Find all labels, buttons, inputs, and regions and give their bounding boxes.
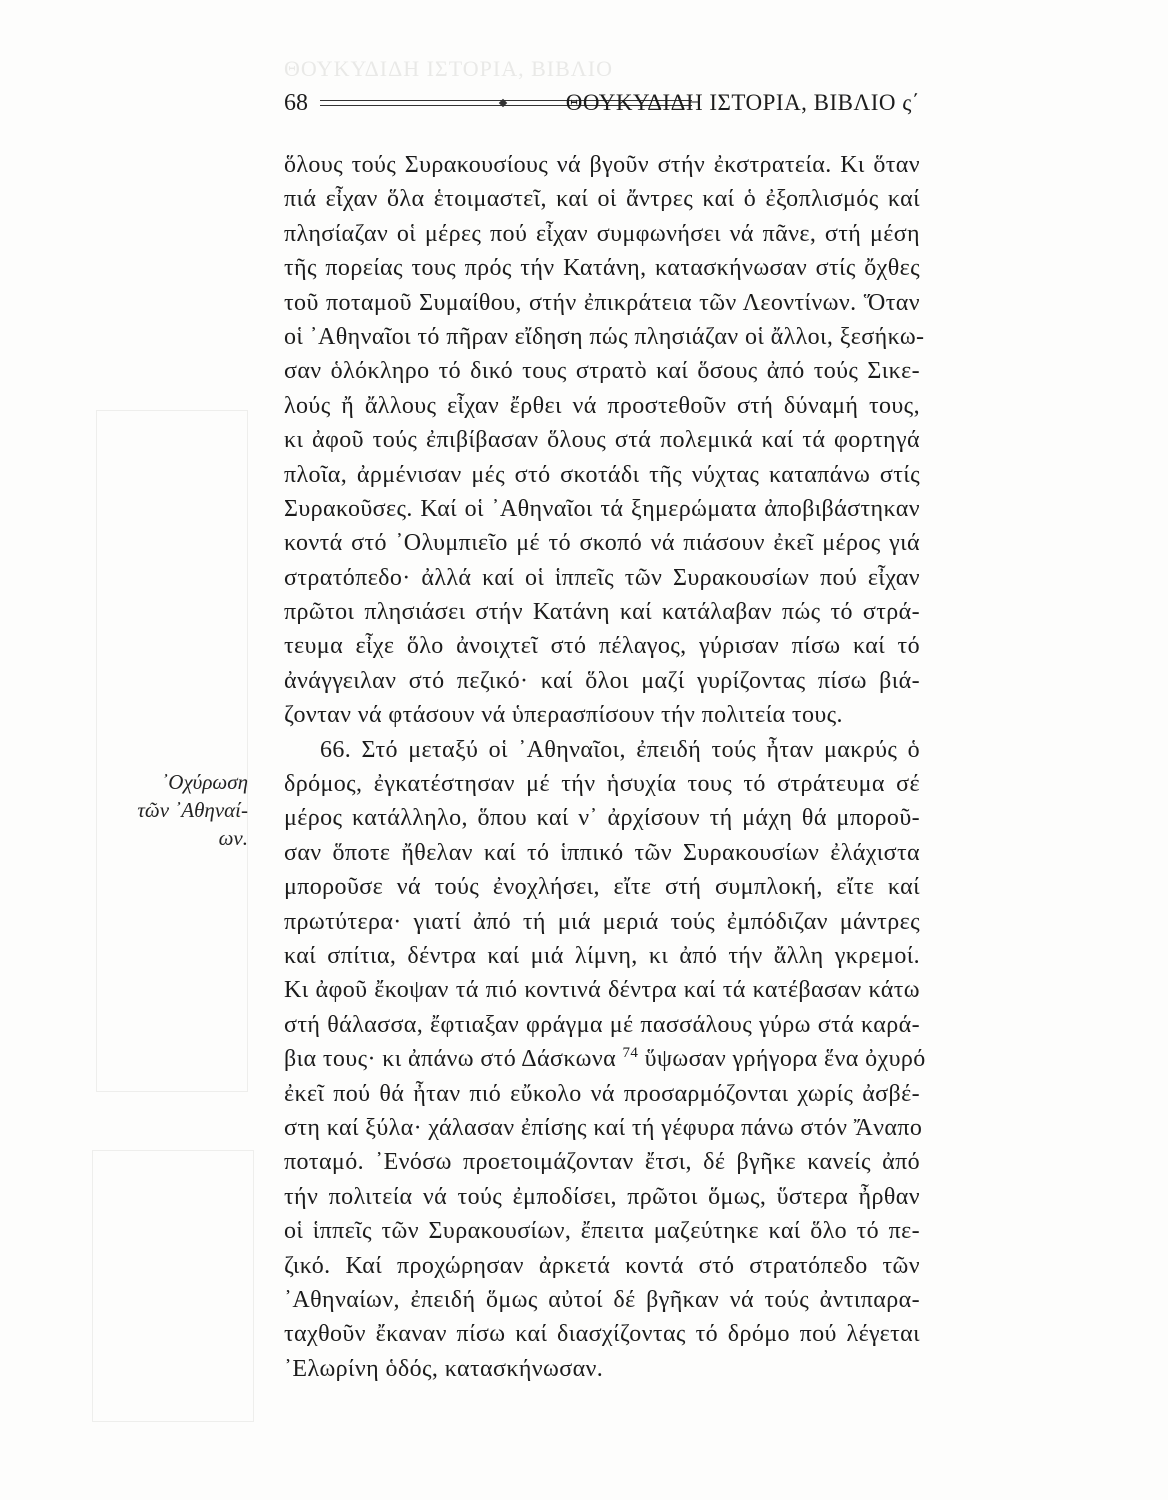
- text-line: πλησίαζαν οἱ μέρες πού εἶχαν συμφωνήσει νά πᾶνε, στή μέση: [284, 220, 920, 247]
- text-fragment: βια τους· κι ἀπάνω στό Δάσκωνα: [284, 1046, 617, 1073]
- text-line: ταχθοῦν ἔκαναν πίσω καί διασχίζοντας τό δρόμο πού λέγεται: [284, 1321, 920, 1348]
- section-66-start-line: 66. Στό μεταξύ οἱ ᾿Αθηναῖοι, ἐπειδή τούς ἦταν μακρύς ὁ: [320, 736, 920, 763]
- margin-note-line: τῶν ᾿Αθηναί-: [137, 798, 248, 822]
- paragraph-end-line: ζονταν νά φτάσουν νά ὑπερασπίσουν τήν πολιτεία τους.: [284, 702, 843, 729]
- text-line: τευμα εἶχε ὅλο ἀνοιχτεῖ στό πέλαγος, γύρισαν πίσω καί τό: [284, 633, 920, 660]
- text-line: ὅλους τούς Συρακουσίους νά βγοῦν στήν ἐκστρατεία. Κι ὅταν: [284, 152, 920, 178]
- text-line: τήν πολιτεία νά τούς ἐμποδίσει, πρῶτοι ὅμως, ὕστερα ἦρθαν: [284, 1183, 920, 1210]
- text-line: τοῦ ποταμοῦ Συμαίθου, στήν ἐπικράτεια τῶν Λεοντίνων. Ὅταν: [284, 289, 920, 316]
- margin-note: [100, 768, 248, 852]
- text-line: πιά εἶχαν ὅλα ἑτοιμαστεῖ, καί οἱ ἄντρες καί ὁ ἐξοπλισμός καί: [284, 186, 920, 213]
- text-line: δρόμος, ἐγκατέστησαν μέ τήν ἡσυχία τους τό στράτευμα σέ: [284, 771, 920, 798]
- running-title: ΘΟΥΚΥΔΙΔΗ ΙΣΤΟΡΙΑ, ΒΙΒΛΙΟ ς΄: [565, 90, 920, 115]
- bleed-through-text: ΘΟΥΚΥΔΙΔΗ ΙΣΤΟΡΙΑ, ΒΙΒΛΙΟ: [284, 56, 613, 81]
- text-line: οἱ ᾿Αθηναῖοι τό πῆραν εἴδηση πώς πλησιάζαν οἱ ἄλλοι, ξεσήκω-: [284, 323, 925, 350]
- text-line: κι ἀφοῦ τούς ἐπιβίβασαν ὅλους στά πολεμικά καί τά φορτηγά: [284, 427, 920, 454]
- footnote-reference[interactable]: 74: [622, 1045, 639, 1062]
- text-line: πλοῖα, ἀρμένισαν μές στό σκοτάδι τῆς νύχτας καταπάνω στίς: [284, 461, 920, 488]
- bleed-through-illustration: [96, 410, 248, 1092]
- text-line: σαν ὅποτε ἤθελαν καί τό ἱππικό τῶν Συρακουσίων ἐλάχιστα: [284, 839, 920, 866]
- text-line: ᾿Αθηναίων, ἐπειδή ὅμως αὐτοί δέ βγῆκαν νά τούς ἀντιπαρα-: [284, 1286, 920, 1313]
- text-line: τῆς πορείας τους πρός τήν Κατάνη, κατασκήνωσαν στίς ὄχθες: [284, 255, 920, 282]
- margin-note-line: ᾿Οχύρωση: [161, 770, 248, 794]
- text-line: ζικό. Καί προχώρησαν ἀρκετά κοντά στό στρατόπεδο τῶν: [284, 1252, 920, 1279]
- text-line: στή θάλασσα, ἔφτιαξαν φράγμα μέ πασσάλους γύρω στά καρά-: [284, 1011, 920, 1038]
- body-text: [284, 148, 926, 1386]
- text-line: ἐκεῖ πού θά ἦταν πιό εὔκολο νά προσαρμόζονται χωρίς ἀσβέ-: [284, 1080, 920, 1107]
- text-line: στρατόπεδο· ἀλλά καί οἱ ἱππεῖς τῶν Συρακουσίων πού εἶχαν: [284, 564, 920, 591]
- text-line: πρῶτοι πλησιάσει στήν Κατάνη καί κατάλαβαν πώς τό στρά-: [284, 599, 920, 626]
- text-line: σαν ὁλόκληρο τό δικό τους στρατὸ καί ὅσους ἀπό τούς Σικε-: [284, 358, 920, 385]
- text-line: Κι ἀφοῦ ἔκοψαν τά πιό κοντινά δέντρα καί τά κατέβασαν κάτω: [284, 977, 920, 1004]
- text-line: καί σπίτια, δέντρα καί μιά λίμνη, κι ἀπό τήν ἄλλη γκρεμοί.: [284, 942, 920, 969]
- text-line: μποροῦσε νά τούς ἐνοχλήσει, εἴτε στή συμπλοκή, εἴτε καί: [284, 874, 920, 901]
- text-line: πρωτύτερα· γιατί ἀπό τή μιά μεριά τούς ἐμπόδιζαν μάντρες: [284, 908, 920, 935]
- text-line: στη καί ξύλα· χάλασαν ἐπίσης καί τή γέφυρα πάνω στόν Ἄναπο: [284, 1114, 923, 1141]
- text-line: ἀνάγγειλαν στό πεζικό· καί ὅλοι μαζί γυρίζοντας πίσω βιά-: [284, 667, 920, 694]
- text-line: μέρος κατάλληλο, ὅπου καί ν᾿ ἀρχίσουν τή μάχη θά μποροῦ-: [284, 805, 920, 832]
- paragraph-end-line: ᾿Ελωρίνη ὁδός, κατασκήνωσαν.: [284, 1355, 604, 1382]
- text-line: οἱ ἱππεῖς τῶν Συρακουσίων, ἔπειτα μαζεύτηκε καί ὅλο τό πε-: [284, 1218, 920, 1245]
- text-line: κοντά στό ᾿Ολυμπιεῖο μέ τό σκοπό νά πιάσουν ἐκεῖ μέρος γιά: [284, 530, 920, 557]
- page-number: 68: [284, 90, 308, 116]
- bleed-through-caption-box: [92, 1150, 254, 1422]
- text-line: λούς ἤ ἄλλους εἶχαν ἔρθει νά προστεθοῦν στή δύναμή τους,: [284, 392, 920, 419]
- margin-note-line: ων.: [218, 826, 248, 850]
- text-fragment: ὕψωσαν γρήγορα ἕνα ὀχυρό: [638, 1046, 926, 1073]
- page-header: [284, 88, 920, 118]
- text-line: ποταμό. ᾿Ενόσω προετοιμάζονταν ἔτσι, δέ βγῆκε κανείς ἀπό: [284, 1149, 920, 1176]
- text-line: Συρακοῦσες. Καί οἱ ᾿Αθηναῖοι τά ξημερώματα ἀποβιβάστηκαν: [284, 495, 920, 522]
- text-line-with-footnote: [284, 1042, 926, 1076]
